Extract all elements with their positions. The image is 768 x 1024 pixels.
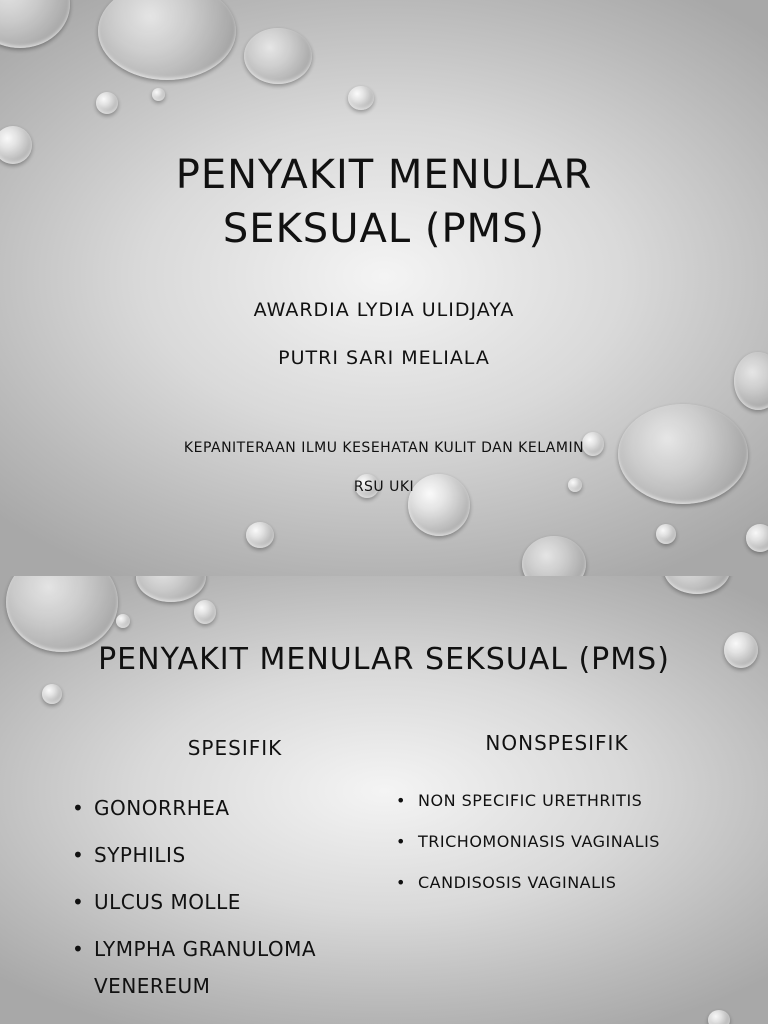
content-slide [0, 576, 768, 1024]
author-name: PUTRI SARI MELIALA [278, 347, 490, 369]
slide-title: PENYAKIT MENULAR SEKSUAL (PMS) [98, 642, 670, 677]
water-drop [708, 1010, 730, 1024]
institution-text: KEPANITERAAN ILMU KESEHATAN KULIT DAN KELAMIN [183, 440, 585, 456]
water-drop [98, 0, 236, 80]
list-item: • LYMPHA GRANULOMA VENEREUM [72, 931, 392, 1005]
slide-title [0, 148, 768, 256]
author-name: AWARDIA LYDIA ULIDJAYA [253, 299, 515, 321]
list-item: • ULCUS MOLLE [72, 884, 392, 921]
nonspecific-disease-list [396, 790, 736, 913]
title-line-1: PENYAKIT MENULAR [175, 152, 593, 198]
column-heading-nonspecific: NONSPESIFIK [485, 731, 629, 755]
hospital-text: RSU UKI [353, 479, 415, 495]
water-drop [116, 614, 130, 628]
list-item: • NON SPECIFIC URETHRITIS [396, 790, 736, 812]
water-drop [0, 0, 70, 48]
water-drop [522, 536, 586, 576]
title-line-2: SEKSUAL (PMS) [222, 206, 546, 252]
water-drop [96, 92, 118, 114]
water-drop [152, 88, 165, 101]
water-drop [664, 576, 730, 594]
water-drop [194, 600, 216, 624]
list-item: • CANDISOSIS VAGINALIS [396, 872, 736, 894]
water-drop [656, 524, 676, 544]
list-item: • SYPHILIS [72, 837, 392, 874]
water-drop [42, 684, 62, 704]
list-item: • GONORRHEA [72, 790, 392, 827]
water-drop [136, 576, 206, 602]
water-drop [348, 86, 374, 110]
water-drop [746, 524, 768, 552]
column-heading-specific: SPESIFIK [187, 736, 283, 760]
list-item: • TRICHOMONIASIS VAGINALIS [396, 831, 736, 853]
water-drop [6, 576, 118, 652]
specific-disease-list [72, 790, 392, 1015]
water-drop [246, 522, 274, 548]
water-drop [244, 28, 312, 84]
